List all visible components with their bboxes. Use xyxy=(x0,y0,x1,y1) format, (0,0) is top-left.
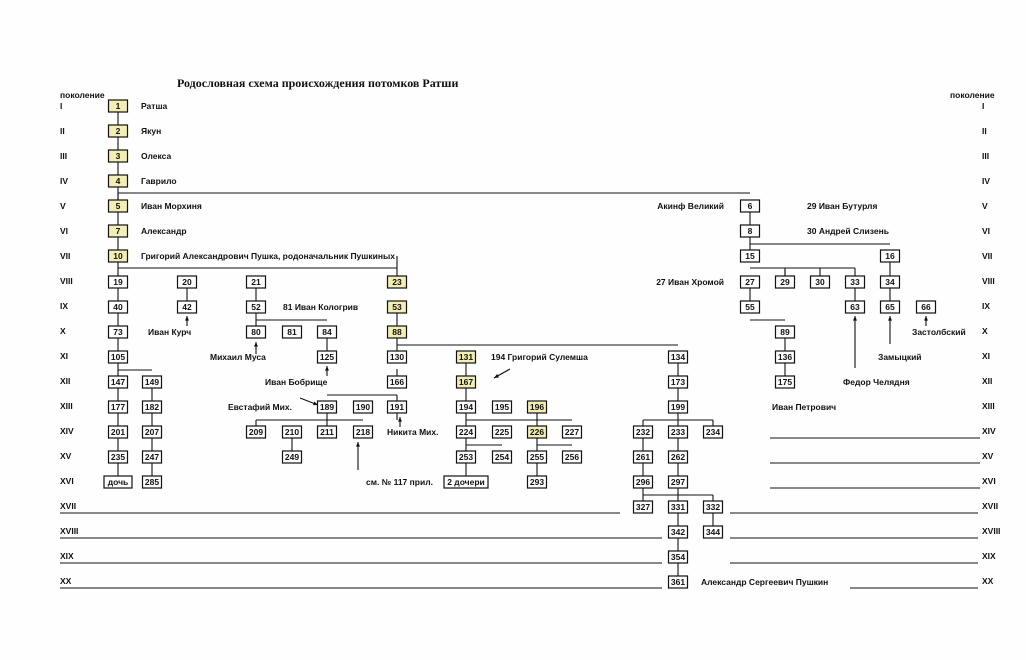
name-label: Ратша xyxy=(141,101,168,111)
person-box xyxy=(109,351,128,363)
person-box xyxy=(109,451,128,463)
person-number: 6 xyxy=(747,201,753,211)
person-number: 249 xyxy=(284,452,300,462)
generation-label-left: III xyxy=(60,151,68,161)
generation-label-left: I xyxy=(60,101,63,111)
person-box xyxy=(143,426,162,438)
person-box xyxy=(741,301,760,313)
person-box xyxy=(283,426,302,438)
name-label: Гаврило xyxy=(141,176,177,186)
person-number: 218 xyxy=(355,427,371,437)
generation-label-left: IV xyxy=(60,176,69,186)
person-box xyxy=(318,426,337,438)
arrowhead-icon xyxy=(356,442,360,447)
person-number: 80 xyxy=(251,327,261,337)
person-box xyxy=(846,276,865,288)
name-label: Якун xyxy=(141,126,162,136)
generation-label-left: XVI xyxy=(60,476,74,486)
name-label: Замыцкий xyxy=(878,352,922,362)
generation-label-left: XIII xyxy=(60,401,73,411)
person-number: 88 xyxy=(392,327,402,337)
person-box xyxy=(634,426,653,438)
name-label: 81 Иван Кологрив xyxy=(283,302,359,312)
person-box xyxy=(704,526,723,538)
name-labels xyxy=(141,101,966,587)
generation-label-right: XIV xyxy=(982,426,996,436)
person-box xyxy=(704,426,723,438)
name-label: Застолбский xyxy=(912,327,966,337)
person-box xyxy=(457,351,476,363)
generation-label-left: VIII xyxy=(60,276,73,286)
arrowhead-icon xyxy=(398,417,402,422)
generation-label-right: XVI xyxy=(982,476,996,486)
person-number: 175 xyxy=(777,377,793,387)
person-number: 235 xyxy=(110,452,126,462)
person-number: 149 xyxy=(144,377,160,387)
person-number: 226 xyxy=(529,427,545,437)
person-number: 131 xyxy=(458,352,474,362)
person-box xyxy=(917,301,936,313)
person-number: 342 xyxy=(670,527,686,537)
generation-label-left: X xyxy=(60,326,66,336)
person-number: 125 xyxy=(319,352,335,362)
person-box xyxy=(669,426,688,438)
connector-lines xyxy=(60,106,980,588)
name-label: 30 Андрей Слизень xyxy=(807,226,889,236)
generation-label-right: VII xyxy=(982,251,993,261)
person-box xyxy=(178,276,197,288)
person-box xyxy=(669,451,688,463)
generation-header-left: поколение xyxy=(60,90,105,100)
name-label: Григорий Александрович Пушка, родоначальник Пушкиных xyxy=(141,251,395,261)
person-number: 65 xyxy=(885,302,895,312)
generation-label-left: V xyxy=(60,201,66,211)
person-box xyxy=(388,301,407,313)
generation-label-right: III xyxy=(982,151,990,161)
generation-label-right: IV xyxy=(982,176,991,186)
generation-label-right: XVII xyxy=(982,501,999,511)
person-number: 55 xyxy=(745,302,755,312)
person-box xyxy=(143,401,162,413)
person-box xyxy=(669,501,688,513)
person-number: 225 xyxy=(494,427,510,437)
person-box xyxy=(109,150,128,162)
person-box xyxy=(634,451,653,463)
name-label: Александр xyxy=(141,226,187,236)
person-number: 261 xyxy=(635,452,651,462)
person-number: 167 xyxy=(458,377,474,387)
person-number: 1 xyxy=(115,101,121,111)
person-box xyxy=(776,351,795,363)
person-number: 105 xyxy=(110,352,126,362)
person-box xyxy=(528,426,547,438)
person-number: 27 xyxy=(745,277,755,287)
generation-label-right: X xyxy=(982,326,988,336)
person-box xyxy=(247,426,266,438)
person-number: 210 xyxy=(284,427,300,437)
generation-label-right: XX xyxy=(982,576,994,586)
person-box xyxy=(247,326,266,338)
person-box xyxy=(104,476,132,488)
person-number: 66 xyxy=(921,302,931,312)
generation-label-right: XVIII xyxy=(982,526,1001,536)
person-number: 20 xyxy=(182,277,192,287)
generation-label-left: XVIII xyxy=(60,526,79,536)
person-box xyxy=(704,501,723,513)
person-box xyxy=(669,576,688,588)
person-number: 232 xyxy=(635,427,651,437)
generation-header-right: поколение xyxy=(950,90,995,100)
person-box xyxy=(109,301,128,313)
person-number: 21 xyxy=(251,277,261,287)
person-number: 134 xyxy=(670,352,686,362)
person-number: 296 xyxy=(635,477,651,487)
person-box xyxy=(109,276,128,288)
person-box xyxy=(528,451,547,463)
person-box xyxy=(444,476,488,488)
person-number: 190 xyxy=(355,402,371,412)
person-number: 297 xyxy=(670,477,686,487)
person-box xyxy=(388,326,407,338)
name-label: Иван Курч xyxy=(148,327,192,337)
name-label: Иван Морхиня xyxy=(141,201,202,211)
person-number: 199 xyxy=(670,402,686,412)
person-number: 2 xyxy=(115,126,121,136)
person-number: 73 xyxy=(113,327,123,337)
person-box xyxy=(528,476,547,488)
arrowhead-icon xyxy=(185,316,189,321)
generation-label-left: XII xyxy=(60,376,71,386)
person-number: 63 xyxy=(850,302,860,312)
person-number: 256 xyxy=(564,452,580,462)
generation-label-right: VIII xyxy=(982,276,995,286)
person-box xyxy=(388,401,407,413)
person-number: 40 xyxy=(113,302,123,312)
person-box xyxy=(318,401,337,413)
person-number: 52 xyxy=(251,302,261,312)
person-box xyxy=(669,526,688,538)
name-label: см. № 117 прил. xyxy=(366,477,433,487)
person-number: 10 xyxy=(113,251,123,261)
person-number: 42 xyxy=(182,302,192,312)
arrowhead-icon xyxy=(853,316,857,321)
person-box xyxy=(457,401,476,413)
person-boxes xyxy=(104,100,936,588)
generation-label-left: XVII xyxy=(60,501,77,511)
person-number: 23 xyxy=(392,277,402,287)
person-number: 224 xyxy=(458,427,474,437)
person-box xyxy=(109,125,128,137)
person-box xyxy=(109,401,128,413)
generation-label-right: IX xyxy=(982,301,991,311)
person-box xyxy=(109,326,128,338)
person-box xyxy=(669,551,688,563)
generation-label-right: XIII xyxy=(982,401,995,411)
arrowhead-icon xyxy=(254,342,258,347)
person-box xyxy=(741,276,760,288)
generation-label-left: XI xyxy=(60,351,69,361)
generation-label-right: VI xyxy=(982,226,991,236)
person-box xyxy=(109,376,128,388)
person-box xyxy=(881,276,900,288)
person-box xyxy=(493,401,512,413)
person-number: 7 xyxy=(115,226,121,236)
person-box xyxy=(109,426,128,438)
person-number: 233 xyxy=(670,427,686,437)
person-number: 3 xyxy=(115,151,121,161)
person-number: 293 xyxy=(529,477,545,487)
person-number: 19 xyxy=(113,277,123,287)
person-number: 4 xyxy=(115,176,121,186)
person-box xyxy=(354,401,373,413)
name-label: Иван Петрович xyxy=(772,402,837,412)
person-box xyxy=(493,451,512,463)
person-number: 332 xyxy=(705,502,721,512)
person-number: 84 xyxy=(322,327,332,337)
person-number: 196 xyxy=(529,402,545,412)
person-box xyxy=(846,301,865,313)
person-number: 195 xyxy=(494,402,510,412)
person-box xyxy=(109,175,128,187)
person-number: 344 xyxy=(705,527,721,537)
person-number: 201 xyxy=(110,427,126,437)
person-number: 285 xyxy=(144,477,160,487)
person-number: 247 xyxy=(144,452,160,462)
person-number: 89 xyxy=(780,327,790,337)
person-box xyxy=(283,451,302,463)
person-box xyxy=(109,250,128,262)
person-number: 191 xyxy=(389,402,405,412)
person-number: 130 xyxy=(389,352,405,362)
person-box xyxy=(143,376,162,388)
name-label: Федор Челядня xyxy=(843,377,910,387)
generation-label-right: XII xyxy=(982,376,993,386)
person-number: 5 xyxy=(115,201,121,211)
generation-label-left: XIV xyxy=(60,426,74,436)
generation-label-left: VII xyxy=(60,251,71,261)
person-number: 209 xyxy=(248,427,264,437)
person-box xyxy=(881,301,900,313)
person-box xyxy=(741,200,760,212)
name-label: Иван Бобрище xyxy=(265,377,328,387)
person-box xyxy=(563,451,582,463)
person-number: 189 xyxy=(319,402,335,412)
generation-label-right: II xyxy=(982,126,987,136)
person-number: 253 xyxy=(458,452,474,462)
person-number: дочь xyxy=(107,477,129,487)
person-number: 211 xyxy=(320,427,334,437)
person-number: 173 xyxy=(670,377,686,387)
person-box xyxy=(811,276,830,288)
name-label: 27 Иван Хромой xyxy=(656,277,724,287)
person-number: 30 xyxy=(815,277,825,287)
name-label: Олекса xyxy=(141,151,172,161)
person-box xyxy=(143,451,162,463)
generation-label-right: XIX xyxy=(982,551,996,561)
generation-label-left: XX xyxy=(60,576,72,586)
person-box xyxy=(388,376,407,388)
person-box xyxy=(634,476,653,488)
person-box xyxy=(143,476,162,488)
chart-title: Родословная схема происхождения потомков Ратши xyxy=(177,76,459,90)
person-number: 331 xyxy=(670,502,686,512)
generation-label-left: II xyxy=(60,126,65,136)
person-box xyxy=(109,100,128,112)
person-number: 354 xyxy=(670,552,686,562)
person-box xyxy=(881,250,900,262)
person-number: 361 xyxy=(670,577,686,587)
person-number: 34 xyxy=(885,277,895,287)
person-number: 33 xyxy=(850,277,860,287)
person-box xyxy=(669,376,688,388)
person-number: 255 xyxy=(529,452,545,462)
generation-label-right: XI xyxy=(982,351,991,361)
arrowhead-icon xyxy=(325,366,329,371)
person-box xyxy=(669,401,688,413)
person-number: 207 xyxy=(144,427,160,437)
person-number: 136 xyxy=(777,352,793,362)
person-box xyxy=(247,276,266,288)
person-number: 254 xyxy=(494,452,510,462)
person-box xyxy=(776,376,795,388)
person-box xyxy=(457,426,476,438)
generation-label-left: IX xyxy=(60,301,69,311)
person-box xyxy=(178,301,197,313)
person-number: 15 xyxy=(745,251,755,261)
generation-label-left: XIX xyxy=(60,551,74,561)
name-label: Евстафий Мих. xyxy=(228,402,292,412)
name-label: Акинф Великий xyxy=(657,201,724,211)
person-box xyxy=(457,376,476,388)
generation-label-right: XV xyxy=(982,451,994,461)
person-box xyxy=(388,276,407,288)
person-number: 16 xyxy=(885,251,895,261)
person-number: 182 xyxy=(144,402,160,412)
generation-label-right: V xyxy=(982,201,988,211)
person-box xyxy=(563,426,582,438)
person-box xyxy=(741,250,760,262)
person-box xyxy=(776,326,795,338)
person-number: 29 xyxy=(780,277,790,287)
person-box xyxy=(457,451,476,463)
name-label: Михаил Муса xyxy=(210,352,266,362)
generation-label-left: VI xyxy=(60,226,69,236)
arrowhead-icon xyxy=(924,316,928,321)
person-number: 327 xyxy=(635,502,651,512)
person-number: 8 xyxy=(747,226,753,236)
person-box xyxy=(741,225,760,237)
person-box xyxy=(354,426,373,438)
person-number: 147 xyxy=(110,377,126,387)
person-box xyxy=(528,401,547,413)
person-box xyxy=(388,351,407,363)
person-box xyxy=(318,351,337,363)
person-box xyxy=(109,225,128,237)
person-box xyxy=(776,276,795,288)
person-number: 234 xyxy=(705,427,721,437)
person-number: 2 дочери xyxy=(447,477,485,487)
arrowhead-icon xyxy=(888,316,892,321)
person-number: 262 xyxy=(670,452,686,462)
person-number: 177 xyxy=(110,402,126,412)
person-box xyxy=(669,476,688,488)
person-box xyxy=(109,200,128,212)
name-label: Никита Мих. xyxy=(387,427,439,437)
person-box xyxy=(634,501,653,513)
person-number: 166 xyxy=(389,377,405,387)
generation-label-left: XV xyxy=(60,451,72,461)
generation-label-right: I xyxy=(982,101,985,111)
name-label: 29 Иван Бутурля xyxy=(807,201,878,211)
name-label: Александр Сергеевич Пушкин xyxy=(701,577,829,587)
person-number: 194 xyxy=(458,402,474,412)
person-box xyxy=(669,351,688,363)
person-number: 53 xyxy=(392,302,402,312)
person-box xyxy=(283,326,302,338)
person-number: 227 xyxy=(564,427,580,437)
person-box xyxy=(318,326,337,338)
name-label: 194 Григорий Сулемша xyxy=(491,352,588,362)
person-box xyxy=(493,426,512,438)
person-number: 81 xyxy=(287,327,297,337)
person-box xyxy=(247,301,266,313)
